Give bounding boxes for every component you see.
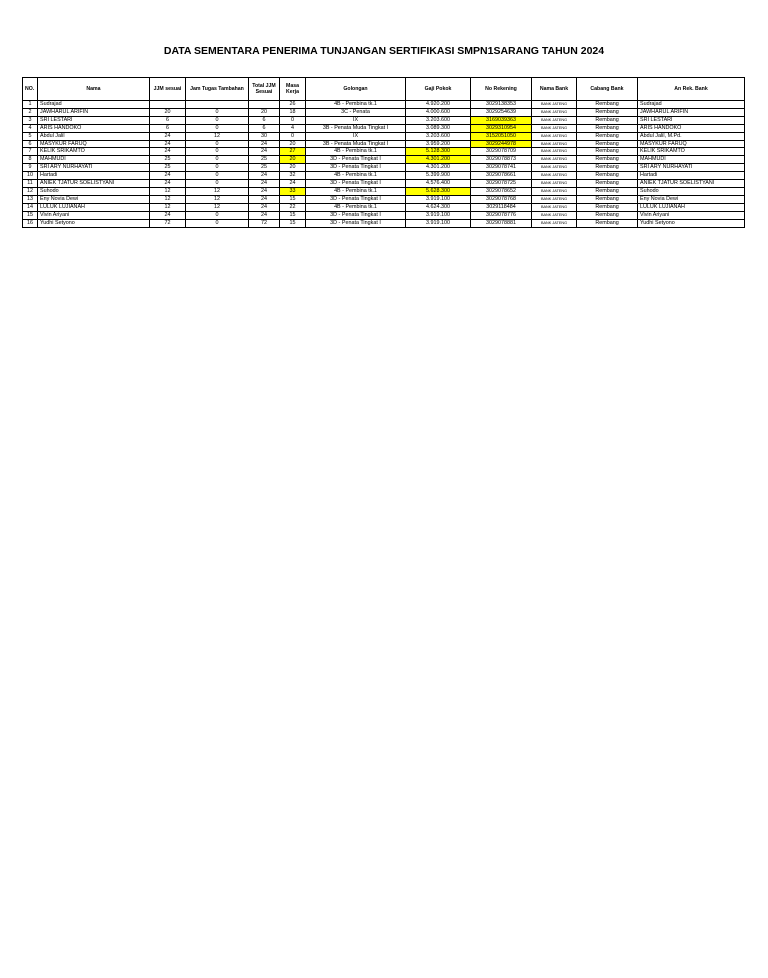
cell-no: 8 xyxy=(23,156,38,164)
cell-an: ARIS HANDOKO xyxy=(638,124,745,132)
cell-nama: LULUK LUJIANAH xyxy=(38,203,150,211)
cell-rek: 3029078873 xyxy=(471,156,532,164)
cell-cabang: Rembang xyxy=(577,148,638,156)
cell-nama: Vivin Ariyani xyxy=(38,211,150,219)
cell-gol: 4B - Pembina tk.1 xyxy=(306,203,406,211)
cell-nama: MASYKUR FARUQ xyxy=(38,140,150,148)
cell-jjm: 72 xyxy=(150,219,186,227)
cell-jjm: 12 xyxy=(150,203,186,211)
cell-gol: 3D - Penata Tingkat I xyxy=(306,180,406,188)
cell-bank: BANK JATENG xyxy=(532,211,577,219)
cell-jtt: 12 xyxy=(186,203,249,211)
cell-bank: BANK JATENG xyxy=(532,101,577,109)
cell-jtt: 0 xyxy=(186,180,249,188)
header-an-rek: An Rek. Bank xyxy=(638,78,745,101)
cell-masa: 4 xyxy=(280,124,306,132)
cell-total: 6 xyxy=(249,116,280,124)
cell-no: 9 xyxy=(23,164,38,172)
cell-rek: 3029138353 xyxy=(471,101,532,109)
cell-jtt: 12 xyxy=(186,187,249,195)
cell-bank: BANK JATENG xyxy=(532,164,577,172)
cell-rek: 3169039363 xyxy=(471,116,532,124)
cell-total: 24 xyxy=(249,187,280,195)
cell-gaji: 5.399.900 xyxy=(406,172,471,180)
table-row xyxy=(23,156,745,164)
cell-bank: BANK JATENG xyxy=(532,187,577,195)
cell-rek: 3029078768 xyxy=(471,195,532,203)
cell-gaji: 3.919.100 xyxy=(406,211,471,219)
cell-total: 24 xyxy=(249,172,280,180)
cell-gaji: 3.089.300 xyxy=(406,124,471,132)
cell-cabang: Rembang xyxy=(577,132,638,140)
cell-jjm: 6 xyxy=(150,124,186,132)
cell-masa: 15 xyxy=(280,195,306,203)
cell-nama: Abdul Jalil xyxy=(38,132,150,140)
table-row xyxy=(23,116,745,124)
cell-bank: BANK JATENG xyxy=(532,124,577,132)
cell-gaji: 4.920.200 xyxy=(406,101,471,109)
cell-rek: 3029078725 xyxy=(471,180,532,188)
header-golongan: Golongan xyxy=(306,78,406,101)
table-row xyxy=(23,187,745,195)
cell-an: Abdul Jalil, M.Pd. xyxy=(638,132,745,140)
cell-total: 24 xyxy=(249,140,280,148)
cell-bank: BANK JATENG xyxy=(532,148,577,156)
cell-gol: 3D - Penata Tingkat I xyxy=(306,219,406,227)
cell-bank: BANK JATENG xyxy=(532,203,577,211)
cell-nama: Sudrajad xyxy=(38,101,150,109)
cell-no: 11 xyxy=(23,180,38,188)
cell-no: 16 xyxy=(23,219,38,227)
cell-total xyxy=(249,101,280,109)
cell-nama: Eny Novia Dewi xyxy=(38,195,150,203)
cell-no: 12 xyxy=(23,187,38,195)
cell-an: KELIK SRIKAMTO xyxy=(638,148,745,156)
cell-bank: BANK JATENG xyxy=(532,219,577,227)
cell-jtt xyxy=(186,101,249,109)
cell-gaji: 4.301.200 xyxy=(406,164,471,172)
cell-masa: 15 xyxy=(280,211,306,219)
cell-an: ANIEK TJATUR SOELISTYANI xyxy=(638,180,745,188)
cell-jjm xyxy=(150,101,186,109)
cell-cabang: Rembang xyxy=(577,203,638,211)
cell-gol: 3C - Penata xyxy=(306,108,406,116)
cell-jtt: 0 xyxy=(186,108,249,116)
cell-gol: 4B - Pembina tk.1 xyxy=(306,187,406,195)
cell-bank: BANK JATENG xyxy=(532,132,577,140)
cell-an: Sudrajad xyxy=(638,101,745,109)
table-row xyxy=(23,124,745,132)
cell-gaji: 4.624.300 xyxy=(406,203,471,211)
recipients-table xyxy=(22,77,745,228)
cell-cabang: Rembang xyxy=(577,156,638,164)
cell-no: 15 xyxy=(23,211,38,219)
cell-cabang: Rembang xyxy=(577,124,638,132)
cell-jjm: 24 xyxy=(150,180,186,188)
cell-gol: IX xyxy=(306,116,406,124)
cell-an: Suhodo xyxy=(638,187,745,195)
cell-jjm: 20 xyxy=(150,108,186,116)
cell-jjm: 24 xyxy=(150,148,186,156)
cell-total: 25 xyxy=(249,164,280,172)
cell-no: 14 xyxy=(23,203,38,211)
cell-gol: IX xyxy=(306,132,406,140)
cell-an: MAHMUDI xyxy=(638,156,745,164)
cell-gaji: 4.576.400 xyxy=(406,180,471,188)
cell-cabang: Rembang xyxy=(577,172,638,180)
header-cabang: Cabang Bank xyxy=(577,78,638,101)
page-title: DATA SEMENTARA PENERIMA TUNJANGAN SERTIFIKASI SMPN1SARANG TAHUN 2024 xyxy=(163,45,605,57)
cell-jtt: 0 xyxy=(186,164,249,172)
cell-bank: BANK JATENG xyxy=(532,116,577,124)
cell-no: 7 xyxy=(23,148,38,156)
cell-jtt: 0 xyxy=(186,211,249,219)
cell-rek: 3029078661 xyxy=(471,172,532,180)
cell-nama: Hartadi xyxy=(38,172,150,180)
cell-cabang: Rembang xyxy=(577,108,638,116)
header-gaji: Gaji Pokok xyxy=(406,78,471,101)
cell-gol: 3D - Penata Tingkat I xyxy=(306,164,406,172)
cell-masa: 22 xyxy=(280,203,306,211)
cell-jjm: 24 xyxy=(150,172,186,180)
cell-gol: 3D - Penata Tingkat I xyxy=(306,211,406,219)
cell-bank: BANK JATENG xyxy=(532,180,577,188)
table-row xyxy=(23,172,745,180)
cell-gol: 4B - Pembina tk.1 xyxy=(306,101,406,109)
cell-jtt: 12 xyxy=(186,195,249,203)
cell-jjm: 24 xyxy=(150,132,186,140)
cell-jjm: 24 xyxy=(150,211,186,219)
cell-cabang: Rembang xyxy=(577,180,638,188)
cell-an: JAWHARUL ARIFIN xyxy=(638,108,745,116)
cell-total: 24 xyxy=(249,211,280,219)
cell-gaji: 3.203.600 xyxy=(406,132,471,140)
cell-rek: 3029078881 xyxy=(471,219,532,227)
cell-rek: 3152051050 xyxy=(471,132,532,140)
cell-no: 2 xyxy=(23,108,38,116)
cell-gol: 4B - Pembina tk.1 xyxy=(306,172,406,180)
cell-jjm: 25 xyxy=(150,164,186,172)
cell-jtt: 0 xyxy=(186,219,249,227)
cell-rek: 3029078776 xyxy=(471,211,532,219)
header-masa: Masa Kerja xyxy=(280,78,306,101)
cell-jtt: 0 xyxy=(186,124,249,132)
cell-total: 25 xyxy=(249,156,280,164)
cell-rek: 3029254639 xyxy=(471,108,532,116)
table-row xyxy=(23,180,745,188)
cell-masa: 26 xyxy=(280,101,306,109)
cell-bank: BANK JATENG xyxy=(532,195,577,203)
cell-an: SRI LESTARI xyxy=(638,116,745,124)
cell-cabang: Rembang xyxy=(577,195,638,203)
cell-bank: BANK JATENG xyxy=(532,140,577,148)
cell-cabang: Rembang xyxy=(577,187,638,195)
table-row xyxy=(23,108,745,116)
cell-jtt: 0 xyxy=(186,148,249,156)
cell-jtt: 12 xyxy=(186,132,249,140)
cell-cabang: Rembang xyxy=(577,140,638,148)
cell-an: SRI ARY NURHAYATI xyxy=(638,164,745,172)
table-row xyxy=(23,101,745,109)
cell-masa: 33 xyxy=(280,187,306,195)
cell-rek: 3029244978 xyxy=(471,140,532,148)
cell-an: Yudhi Setyono xyxy=(638,219,745,227)
cell-cabang: Rembang xyxy=(577,211,638,219)
table-row xyxy=(23,211,745,219)
cell-total: 24 xyxy=(249,203,280,211)
cell-nama: ARIS HANDOKO xyxy=(38,124,150,132)
cell-cabang: Rembang xyxy=(577,164,638,172)
table-row xyxy=(23,164,745,172)
cell-nama: ANIEK TJATUR SOELISTYANI xyxy=(38,180,150,188)
cell-no: 3 xyxy=(23,116,38,124)
cell-an: Vivin Ariyani xyxy=(638,211,745,219)
cell-gaji: 4.000.600 xyxy=(406,108,471,116)
header-no: NO. xyxy=(23,78,38,101)
cell-masa: 0 xyxy=(280,116,306,124)
table-row xyxy=(23,219,745,227)
cell-gol: 3D - Penata Tingkat I xyxy=(306,195,406,203)
table-row xyxy=(23,203,745,211)
cell-no: 6 xyxy=(23,140,38,148)
table-row xyxy=(23,195,745,203)
cell-total: 6 xyxy=(249,124,280,132)
cell-gaji: 3.959.200 xyxy=(406,140,471,148)
header-nama: Nama xyxy=(38,78,150,101)
cell-nama: Yudhi Setyono xyxy=(38,219,150,227)
cell-no: 5 xyxy=(23,132,38,140)
cell-an: LULUK LUJIANAH xyxy=(638,203,745,211)
cell-jjm: 25 xyxy=(150,156,186,164)
cell-gol: 3D - Penata Tingkat I xyxy=(306,156,406,164)
cell-total: 24 xyxy=(249,195,280,203)
cell-gaji: 3.919.100 xyxy=(406,195,471,203)
cell-jtt: 0 xyxy=(186,172,249,180)
cell-gol: 3B - Penata Muda Tingkat I xyxy=(306,140,406,148)
cell-masa: 0 xyxy=(280,132,306,140)
cell-total: 30 xyxy=(249,132,280,140)
cell-an: Eny Novia Dewi xyxy=(638,195,745,203)
cell-cabang: Rembang xyxy=(577,116,638,124)
cell-gol: 4B - Pembina tk.1 xyxy=(306,148,406,156)
cell-bank: BANK JATENG xyxy=(532,172,577,180)
table-row xyxy=(23,132,745,140)
cell-bank: BANK JATENG xyxy=(532,108,577,116)
cell-jjm: 12 xyxy=(150,195,186,203)
table-row xyxy=(23,148,745,156)
cell-nama: Suhodo xyxy=(38,187,150,195)
cell-cabang: Rembang xyxy=(577,101,638,109)
cell-no: 1 xyxy=(23,101,38,109)
cell-rek: 3029310954 xyxy=(471,124,532,132)
cell-masa: 18 xyxy=(280,108,306,116)
cell-masa: 27 xyxy=(280,148,306,156)
cell-total: 72 xyxy=(249,219,280,227)
cell-jjm: 12 xyxy=(150,187,186,195)
cell-gaji: 4.301.200 xyxy=(406,156,471,164)
cell-gaji: 3.919.100 xyxy=(406,219,471,227)
cell-cabang: Rembang xyxy=(577,219,638,227)
cell-gaji: 5.628.300 xyxy=(406,187,471,195)
cell-total: 24 xyxy=(249,180,280,188)
cell-jtt: 0 xyxy=(186,116,249,124)
table-row xyxy=(23,140,745,148)
cell-total: 24 xyxy=(249,148,280,156)
header-total: Total JJM Sesuai xyxy=(249,78,280,101)
cell-jtt: 0 xyxy=(186,140,249,148)
cell-nama: MAHMUDI xyxy=(38,156,150,164)
cell-nama: SRI ARY NURHAYATI xyxy=(38,164,150,172)
cell-masa: 32 xyxy=(280,172,306,180)
cell-jjm: 24 xyxy=(150,140,186,148)
header-rekening: No Rekening xyxy=(471,78,532,101)
cell-nama: JAWHARUL ARIFIN xyxy=(38,108,150,116)
cell-rek: 3029078709 xyxy=(471,148,532,156)
cell-rek: 3029118484 xyxy=(471,203,532,211)
cell-an: Hartadi xyxy=(638,172,745,180)
cell-jtt: 0 xyxy=(186,156,249,164)
cell-jjm: 6 xyxy=(150,116,186,124)
cell-no: 4 xyxy=(23,124,38,132)
cell-gaji: 3.203.600 xyxy=(406,116,471,124)
cell-masa: 24 xyxy=(280,180,306,188)
cell-an: MASYKUR FARUQ xyxy=(638,140,745,148)
cell-masa: 20 xyxy=(280,164,306,172)
cell-nama: SRI LESTARI xyxy=(38,116,150,124)
cell-no: 10 xyxy=(23,172,38,180)
cell-masa: 20 xyxy=(280,156,306,164)
header-jtt: Jam Tugas Tambahan xyxy=(186,78,249,101)
cell-bank: BANK JATENG xyxy=(532,156,577,164)
cell-gol: 3B - Penata Muda Tingkat I xyxy=(306,124,406,132)
cell-gaji: 5.128.300 xyxy=(406,148,471,156)
cell-rek: 3029078741 xyxy=(471,164,532,172)
cell-masa: 20 xyxy=(280,140,306,148)
cell-no: 13 xyxy=(23,195,38,203)
cell-nama: KELIK SRIKAMTO xyxy=(38,148,150,156)
cell-masa: 15 xyxy=(280,219,306,227)
header-bank: Nama Bank xyxy=(532,78,577,101)
header-jjm: JJM sesuai xyxy=(150,78,186,101)
table-header-row xyxy=(23,78,745,101)
cell-rek: 3029078652 xyxy=(471,187,532,195)
cell-total: 20 xyxy=(249,108,280,116)
